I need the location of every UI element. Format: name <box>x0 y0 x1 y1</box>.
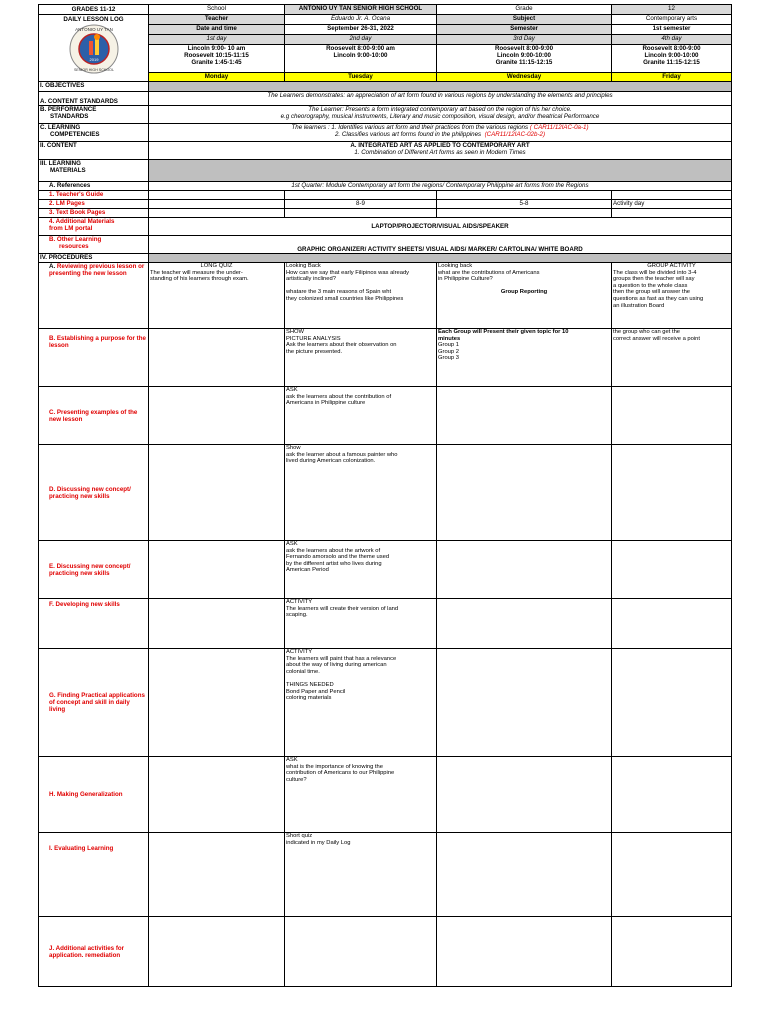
additional-materials-label: 4. Additional Materials from LM portal <box>39 218 149 236</box>
objectives-heading: I. OBJECTIVES <box>39 82 149 92</box>
references-value: 1st Quarter: Module Contemporary art form the regions/ Contemporary Philippine art forms from the Regions <box>149 182 732 191</box>
dll-table <box>38 4 732 987</box>
school-label: School <box>149 5 285 15</box>
content-value: A. INTEGRATED ART AS APPLIED TO CONTEMPORARY ART 1. Combination of Different Art forms as seen in Modern Times <box>149 142 732 160</box>
content-heading: II. CONTENT <box>39 142 149 160</box>
lm-pages-day4: Activity day <box>612 200 732 209</box>
weekday-monday: Monday <box>149 73 285 82</box>
procedure-g-day2: ACTIVITY The learners will paint that has a relevance about the way of living during american colonial time. THINGS NEEDED Bond Paper and Pencil coloring materials <box>285 649 437 757</box>
school-value: ANTONIO UY TAN SENIOR HIGH SCHOOL <box>285 5 437 15</box>
lm-pages-day3: 5-8 <box>437 200 612 209</box>
procedure-b-day4: the group who can get the correct answer will receive a point <box>612 329 732 387</box>
grades-label: GRADES 11-12 <box>39 5 149 15</box>
subject-label: Subject <box>437 15 612 25</box>
procedures-heading: IV. PROCEDURES <box>39 254 149 263</box>
subject-value: Contemporary arts <box>612 15 732 25</box>
day2-label: 2nd day <box>285 35 437 45</box>
content-standards: The Learners demonstrates: an appreciation of art form found in various regions by understanding the elements and principles <box>149 92 732 106</box>
other-resources-label: B. Other Learning resources <box>39 236 149 254</box>
procedure-a-label: A. Reviewing previous lesson or presenting the new lesson <box>39 263 149 329</box>
day3-schedule: Roosevelt 8:00-9:00 Lincoln 9:00-10:00 Granite 11:15-12:15 <box>437 45 612 73</box>
procedure-g-label: G. Finding Practical applications of concept and skill in daily living <box>39 649 149 757</box>
procedure-d-day2: Show ask the learner about a famous painter who lived during American colonization. <box>285 445 437 541</box>
textbook-pages-label: 3. Text Book Pages <box>39 209 149 218</box>
procedure-c-day2: ASK ask the learners about the contribution of Americans in Philippine culture <box>285 387 437 445</box>
content-standards-label: A. CONTENT STANDARDS <box>39 92 149 106</box>
procedure-c-label: C. Presenting examples of the new lesson <box>39 387 149 445</box>
performance-standards-label: B. PERFORMANCE STANDARDS <box>39 106 149 124</box>
procedure-f-day2: ACTIVITY The learners will create their version of land scaping. <box>285 599 437 649</box>
procedure-e-label: E. Discussing new concept/ practicing new skills <box>39 541 149 599</box>
procedure-a-day1: LONG QUIZ The teacher will measure the under- standing of his learners through exam. <box>149 263 285 329</box>
additional-materials-value: LAPTOP/PROJECTOR/VISUAL AIDS/SPEAKER <box>149 218 732 236</box>
header-logo-cell <box>39 15 149 82</box>
lm-pages-label: 2. LM Pages <box>39 200 149 209</box>
logo-top-text: ANTONIO UY TAN <box>74 27 113 32</box>
teachers-guide-label: 1. Teacher's Guide <box>39 191 149 200</box>
weekday-tuesday: Tuesday <box>285 73 437 82</box>
weekday-friday: Friday <box>612 73 732 82</box>
procedure-d-label: D. Discussing new concept/ practicing new skills <box>39 445 149 541</box>
datetime-value: September 26-31, 2022 <box>285 25 437 35</box>
procedure-h-label: H. Making Generalization <box>39 757 149 833</box>
day1-schedule: Lincoln 9:00- 10 am Roosevelt 10:15-11:15 Granite 1:45-1:45 <box>149 45 285 73</box>
procedure-a-day2: Looking Back How can we say that early Filipinos was already artistically inclined? whatare the 3 main reasons of Spain wht they colonized small countries like Philippines <box>285 263 437 329</box>
day1-label: 1st day <box>149 35 285 45</box>
procedure-e-day2: ASK ask the learners about the artwork of Fernando amorsolo and the theme used by the different artist who lives during American Period <box>285 541 437 599</box>
logo-bottom-text: SENIOR HIGH SCHOOL <box>73 68 114 72</box>
procedure-b-day2: SHOW PICTURE ANALYSIS Ask the learners about their observation on the picture presented. <box>285 329 437 387</box>
procedure-i-day2: Short quiz indicated in my Daily Log <box>285 833 437 917</box>
learning-competencies-label: C. LEARNING COMPETENCIES <box>39 124 149 142</box>
references-label: A. References <box>39 182 149 191</box>
log-title: DAILY LESSON LOG <box>63 16 124 23</box>
school-logo <box>40 23 147 75</box>
semester-label: Semester <box>437 25 612 35</box>
datetime-label: Date and time <box>149 25 285 35</box>
day4-label: 4th day <box>612 35 732 45</box>
grade-value: 12 <box>612 5 732 15</box>
teacher-label: Teacher <box>149 15 285 25</box>
procedure-j-label: J. Additional activities for application. remediation <box>39 917 149 987</box>
procedure-b-label: B. Establishing a purpose for the lesson <box>39 329 149 387</box>
learning-materials-label: III. LEARNING MATERIALS <box>39 160 149 182</box>
learning-competencies: The learners : 1. Identifies various art form and their practices from the various regions ( CAR11/12IAC-0a-1) 2. Classifies various art forms found in the philippines (CAR11/12IAC-02b-2) <box>149 124 732 142</box>
procedure-i-label: I. Evaluating Learning <box>39 833 149 917</box>
grade-label: Grade <box>437 5 612 15</box>
logo-year: 2019 <box>89 57 98 62</box>
performance-standards: The Learner: Presents a form integrated contemporary art based on the region of his her choice. e.g cheorography, musical instruments, Literary and music composition, visual design, and/or theatrical Performance <box>149 106 732 124</box>
day4-schedule: Roosevelt 8:00-9:00 Lincoln 9:00-10:00 Granite 11:15-12:15 <box>612 45 732 73</box>
teacher-value: Eduardo Jr. A. Ocana <box>285 15 437 25</box>
other-resources-value: GRAPHIC ORGANIZER/ ACTIVITY SHEETS/ VISUAL AIDS/ MARKER/ CARTOLINA/ WHITE BOARD <box>149 236 732 254</box>
procedure-b-day3: Each Group will Present their given topic for 10 minutes Group 1 Group 2 Group 3 <box>437 329 612 387</box>
weekday-wednesday: Wednesday <box>437 73 612 82</box>
semester-value: 1st semester <box>612 25 732 35</box>
daily-lesson-log <box>38 4 731 987</box>
day3-label: 3rd Day <box>437 35 612 45</box>
day2-schedule: Roosevelt 8:00-9:00 am Lincoln 9:00-10:00 <box>285 45 437 73</box>
procedure-a-day4: GROUP ACTIVITY The class will be divided into 3-4 groups then the teacher will say a question to the whole class then the group will answer the questions as fast as they can using an illustration Board <box>612 263 732 329</box>
procedure-h-day2: ASK what is the importance of knowing the contribution of Americans to our Philippine culture? <box>285 757 437 833</box>
procedure-a-day3: Looking back what are the contributions of Americans in Philippine Culture? Group Reporting <box>437 263 612 329</box>
lm-pages-day2: 8-9 <box>285 200 437 209</box>
procedure-f-label: F. Developing new skills <box>39 599 149 649</box>
